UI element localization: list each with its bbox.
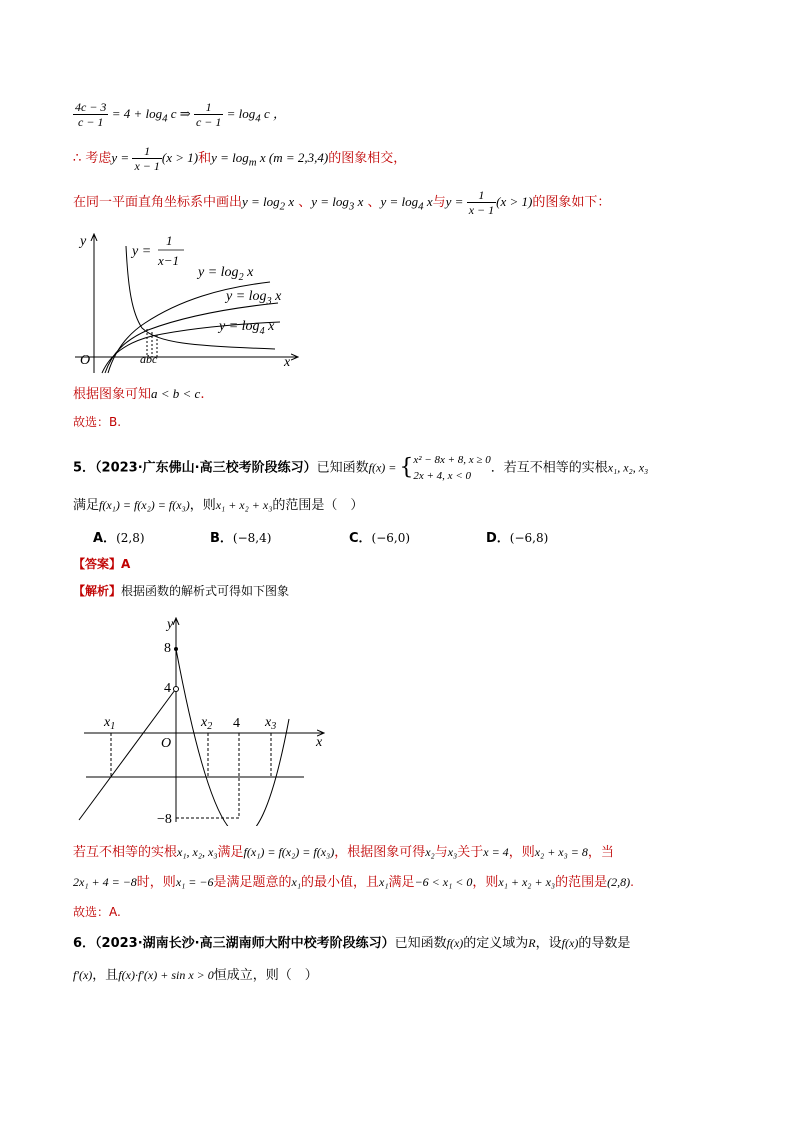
solution-line-2: 2x₁ + 4 = −8时，则x₁ = −6是满足题意的x₁的最小值，且x₁满足−6 < x₁ < 0，则x₁ + x₂ + x₃的范围是(2,8). (73, 875, 634, 890)
open-point (174, 687, 179, 692)
option-c[interactable]: C．(−6,0) (349, 531, 411, 546)
question-5-stem: 5．（2023·广东佛山·高三校考阶段练习）已知函数f(x) = { x² − 8x + 8, x ≥ 0 2x + 4, x < 0 ．若互不相等的实根x₁, x₂, x₃ (73, 454, 649, 482)
log3-label: $y = \log_3 x$ (226, 289, 282, 307)
answer-choice-line-2: 故选：A. (73, 905, 121, 919)
question-6-condition: f′(x)，且f(x)·f′(x) + sin x > 0恒成立，则（ ） (73, 968, 318, 983)
analysis-line: 【解析】根据函数的解析式可得如下图象 (73, 584, 290, 598)
label-x1: $x_1$ (104, 715, 116, 732)
fraction: $\frac{1}{c - 1}$ (195, 100, 222, 129)
label-x3: $x_3$ (265, 715, 277, 732)
hyperbola-label-den: x−1 (158, 253, 180, 268)
tick-4: 4 (164, 681, 171, 696)
option-d[interactable]: D．(−6,8) (486, 531, 549, 546)
option-b[interactable]: B．(−8,4) (210, 531, 272, 546)
log-functions-graph (70, 228, 305, 378)
y-axis-label: y (167, 617, 174, 632)
label-x2: $x_2$ (201, 715, 213, 732)
tick-neg8: −8 (157, 812, 172, 826)
answer-choice-line: 故选：B. (73, 415, 122, 429)
tick-x4: 4 (233, 716, 240, 731)
origin-label: O (80, 353, 91, 368)
question-6-stem: 6．（2023·湖南长沙·高三湖南师大附中校考阶段练习）已知函数f(x)的定义域为R，设f(x)的导数是 (73, 936, 631, 951)
text-line-3: 在同一平面直角坐标系中画出$y = \log_2 x$ 、$y = \log_3 x$ 、$y = \log_4 x$与y = $\frac{1}{x - 1}$ (x > 1)的图象如下： (73, 188, 611, 217)
log3-curve (105, 303, 278, 373)
answer-line: 【答案】A (73, 557, 131, 571)
parabola-branch (176, 649, 289, 826)
text-line-2: ∴ 考虑y = $\frac{1}{x - 1}$ (x > 1)和$y = \log_m x$ (m = 2,3,4)的图象相交， (73, 144, 407, 173)
y-axis-label: y (80, 234, 87, 249)
fraction: $\frac{4c - 3}{c - 1}$ (75, 100, 107, 129)
x-axis-label: x (284, 355, 291, 370)
hyperbola-label: y = (132, 244, 152, 259)
hyperbola-label-num: 1 (166, 233, 173, 248)
tick-labels-abc: abc (140, 352, 158, 366)
question-5-condition: 满足f(x₁) = f(x₂) = f(x₃)，则x₁ + x₂ + x₃的范围是（ ） (73, 498, 364, 513)
option-a[interactable]: A．(2,8) (93, 531, 145, 546)
tick-8: 8 (164, 641, 171, 656)
piecewise-function-graph (74, 614, 336, 826)
log2-label: $y = \log_2 x$ (198, 265, 254, 283)
equation-line-1: $\frac{4c - 3}{c - 1}$ = $4 + \log_4 c$ ⇒ $\frac{1}{c - 1}$ = $\log_4 c$ ， (75, 100, 286, 129)
linear-branch (79, 690, 175, 820)
x-axis-label: x (316, 735, 323, 750)
origin-label: O (161, 736, 172, 751)
solution-line-1: 若互不相等的实根x₁, x₂, x₃满足f(x₁) = f(x₂) = f(x₃)，根据图象可得x₂与x₃关于x = 4，则x₂ + x₃ = 8，当 (73, 845, 614, 860)
conclusion-line: 根据图象可知a < b < c. (73, 386, 205, 402)
log4-label: $y = \log_4 x$ (219, 319, 275, 337)
